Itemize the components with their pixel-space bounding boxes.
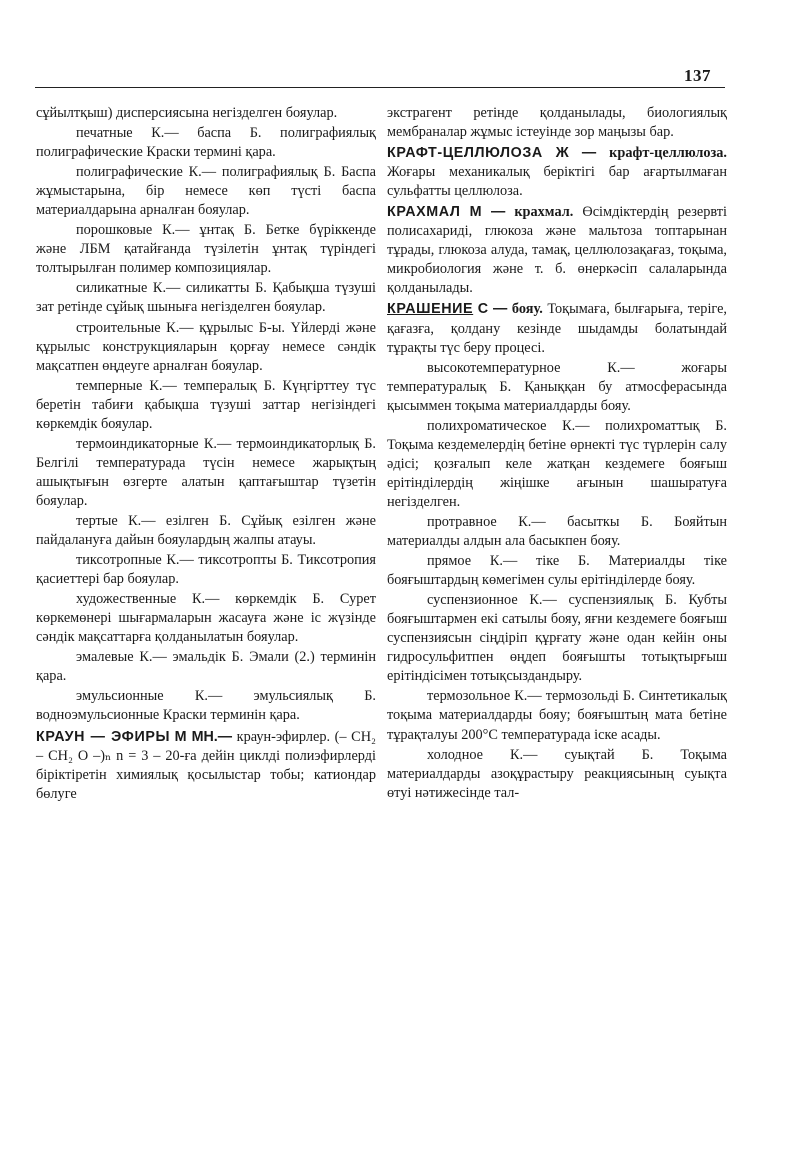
right-column (387, 104, 727, 804)
continued-text: экстрагент ретінде қолданылады, биологиялық мембраналар жұмыс істеуінде зор маңызы бар. (387, 105, 727, 141)
headword: КРАХМАЛ (387, 204, 461, 221)
subentry: строительные К.— құрылыс Б-ы. Үйлерді және құрылыс конструкцияларын қорғау немесе сәндік мақсатпен өңдеуге арналған бояулар. (36, 319, 376, 374)
gender-mark: Ж — (555, 145, 597, 162)
subentry: тиксотропные К.— тиксотропты Б. Тиксотропия қасиеттері бар бояулар. (36, 552, 376, 588)
headword: КРАУН — ЭФИРЫ (36, 728, 171, 745)
dictionary-headword-entry (387, 144, 727, 201)
gender-mark: М — (469, 204, 506, 221)
dictionary-headword-entry (387, 300, 727, 357)
subentry: печатные К.— баспа Б. полиграфиялық полиграфические Краски термині қара. (36, 125, 376, 161)
subentry: протравное К.— басыткы Б. Бояйтын материалды алдын ала басыкпен бояу. (387, 513, 727, 550)
dictionary-headword-entry (36, 728, 376, 804)
subentry: эмульсионные К.— эмульсиялық Б. водноэмульсионные Краски терминін қара. (36, 688, 376, 724)
subentry: эмалевые К.— эмальдік Б. Эмали (2.) терминін қара. (36, 649, 376, 685)
translation: крафт-целлюлоза. (609, 145, 727, 162)
subentry: художественные К.— көркемдік Б. Сурет көркемөнері шығармаларын жасауға және іс жүзінде сәндік мақсаттарға қолданылатын бояулар. (36, 591, 376, 646)
definition-text: Жоғары механикалық беріктігі бар ағартылмаған сульфатты целлюлоза. (387, 164, 727, 200)
subentry: порошковые К.— ұнтақ Б. Бетке бүріккенде және ЛБМ қатайғанда түзілетін ұнтақ түріндегі толтырылған полимер композициялар. (36, 222, 376, 277)
subentry: прямое К.— тіке Б. Материалды тіке бояғыштардың көмегімен сулы ерітінділерде бояу. (387, 553, 727, 589)
subentry: темперные К.— темпералық Б. Күңгірттеу түс беретін табиғи қабықша түзуші заттар негізіндегі көркемдік бояулар. (36, 377, 376, 432)
definition-text: Өсімдіктердің резервті полисахариді, глюкоза және мальтоза топтарынан тұрады, глюкоза алуда, тамақ, целлюлозақағаз, тоқыма, микробиология және т. б. өнеркәсіп салаларында қолданылады. (387, 204, 727, 297)
subentry: суспензионное К.— суспензиялық Б. Кубты бояғыштармен екі сатылы бояу, яғни кездемеге бояғыш суспензиясын сіңдіріп құрғату және одан кейін оны гидросульфитпен өңдеп бояғышты тотықтырғыш ерітіндісімен тотықсыздандыру. (387, 592, 727, 685)
definition-text: Тоқымаға, былғарыға, теріге, қағазға, қолдану кезінде шыдамды болатындай тұрақты түс беру процесі. (387, 301, 728, 356)
subentry: силикатные К.— силикатты Б. Қабықша түзуші зат ретінде сұйық шыныға негізделген бояулар. (36, 280, 376, 316)
translation: бояу. (511, 301, 543, 318)
gender-mark: М МН.— (174, 728, 233, 745)
page-number: 137 (684, 66, 711, 85)
subentry: холодное К.— суықтай Б. Тоқыма материалдарды азоқұрастыру реакциясының суықта өтуі нәтижесінде тал- (387, 746, 727, 801)
definition-text: краун-эфирлер. (– CH₂ – CH₂ O –)ₙ n = 3 – 20-ға дейін циклді полиэфирлерді біріктіретін химиялық қосылыстар тобы; катиондар бөлуге (36, 728, 377, 802)
subentry: термоиндикаторные К.— термоиндикаторлық Б. Белгілі температурада түсін немесе жарықтың ашықтығын өзгерте алатын қаптағыштар түзетін бояулар. (36, 435, 376, 509)
subentry: высокотемпературное К.— жоғары температуралық Б. Қаныққан бу атмосферасында қысыммен тоқыма материалдарды бояу. (387, 359, 727, 414)
header-rule (35, 87, 725, 88)
headword: КРАФТ-ЦЕЛЛЮЛОЗА (387, 145, 543, 162)
subentry: тертые К.— езілген Б. Сұйық езілген және пайдалануға дайын бояулардың жалпы атауы. (36, 512, 376, 549)
subentry: термозольное К.— термозольді Б. Синтетикалық тоқыма материалдарды бояу; бояғыштың мата бетіне тұрақталуы 200°С температурада іске асады. (387, 688, 727, 743)
headword: КРАШЕНИЕ (387, 301, 474, 318)
subentry: полихроматическое К.— полихроматтық Б. Тоқыма кездемелердің бетіне өрнекті түс түрлерін салу әдісі; қозғалып келе жатқан кездемеге бояғыш ерітінділердің жіңішке ағынын шашыратуға негізделген. (387, 417, 727, 510)
translation: крахмал. (514, 204, 574, 221)
subentry: полиграфические К.— полиграфиялық Б. Баспа жұмыстарына, бір немесе көп түсті баспа материалдарына арналған бояулар. (36, 164, 376, 219)
dictionary-headword-entry (387, 203, 727, 298)
gender-mark: С — (477, 301, 508, 318)
left-column (36, 104, 376, 805)
continued-text: сұйылтқыш) дисперсиясына негізделген бояулар. (36, 105, 338, 121)
